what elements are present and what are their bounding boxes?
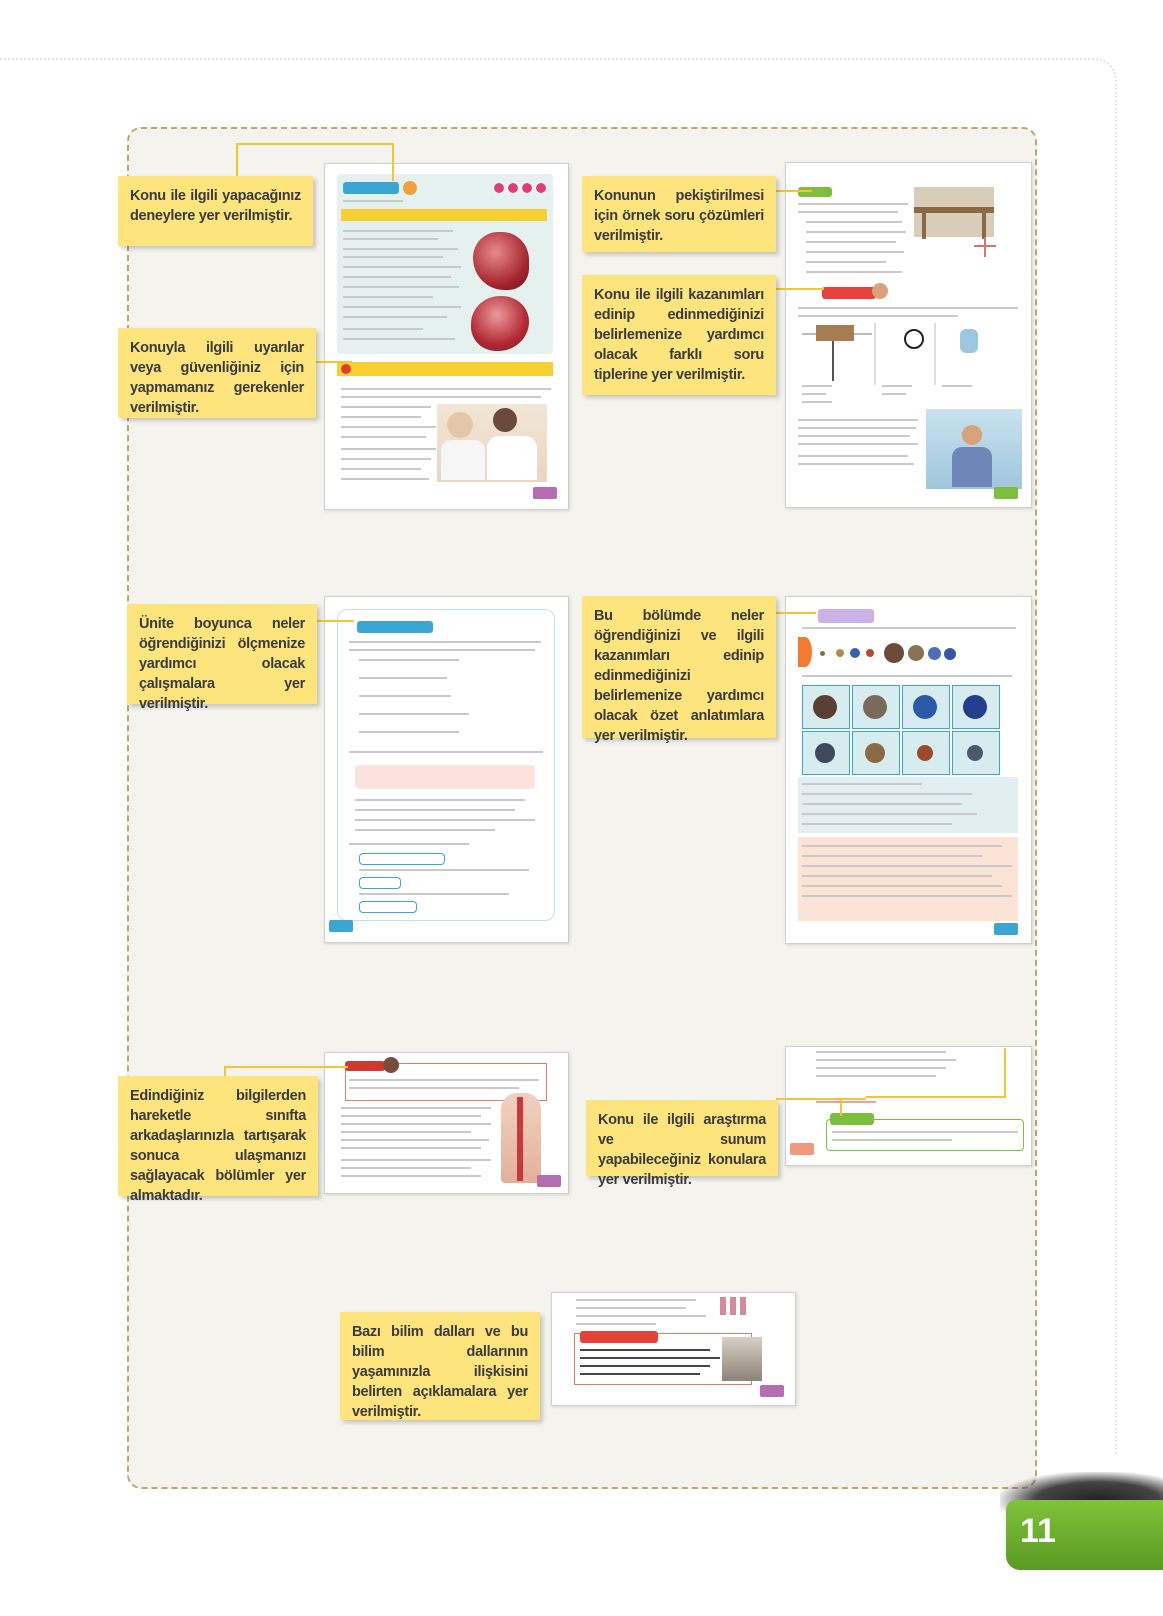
note-olcme: Ünite boyunca neler öğrendiğinizi ölçmenize yardımcı olacak çalışmalara yer verilmiştir.: [127, 604, 317, 704]
note-ornek-soru: Konunun pekiştirilmesi için örnek soru çözümleri verilmiştir.: [582, 176, 776, 252]
example-question-page-thumbnail: [785, 162, 1032, 508]
research-page-thumbnail: [785, 1046, 1032, 1166]
assessment-page-thumbnail: [324, 596, 569, 943]
connector-arastirma: [776, 1098, 866, 1100]
connector-deneyler: [236, 143, 394, 145]
note-bilim-dallari: Bazı bilim dalları ve bu bilim dallarının yaşamınızla ilişkisini belirten açıklamalara yer verilmiştir.: [340, 1312, 540, 1420]
experiment-page-thumbnail: [324, 163, 569, 510]
connector-soru-tipleri: [776, 288, 824, 290]
summary-page-thumbnail: [785, 596, 1032, 944]
page-number: 11: [1020, 1512, 1056, 1550]
connector-olcme: [314, 620, 354, 622]
note-tartisma: Edindiğiniz bilgilerden hareketle sınıfta arkadaşlarınızla tartışarak sonuca ulaşmanızı sağlayacak bölümler yer almaktadır.: [118, 1076, 318, 1196]
note-arastirma: Konu ile ilgili araştırma ve sunum yapabileceğiniz konulara yer verilmiştir.: [586, 1100, 778, 1176]
connector-ozet: [776, 612, 816, 614]
note-ozet: Bu bölümde neler öğrendiğinizi ve ilgili kazanımları edinip edinmediğinizi belirlemenize yardımcı olacak özet anlatımlara yer verilmiştir.: [582, 596, 776, 738]
discussion-page-thumbnail: [324, 1052, 569, 1194]
connector-uyarilar: [316, 361, 352, 363]
connector-ornek-soru: [776, 190, 812, 192]
connector-tartisma: [224, 1066, 348, 1068]
note-deneyler: Konu ile ilgili yapacağınız deneylere yer verilmiştir.: [118, 176, 313, 246]
note-uyarilar: Konuyla ilgili uyarılar veya güvenliğiniz için yapmamanız gerekenler verilmiştir.: [118, 328, 316, 418]
note-soru-tipleri: Konu ile ilgili kazanımları edinip edinmediğinizi belirlemenize yardımcı olacak farklı soru tiplerine yer verilmiştir.: [582, 275, 776, 395]
science-branches-page-thumbnail: [551, 1292, 796, 1406]
